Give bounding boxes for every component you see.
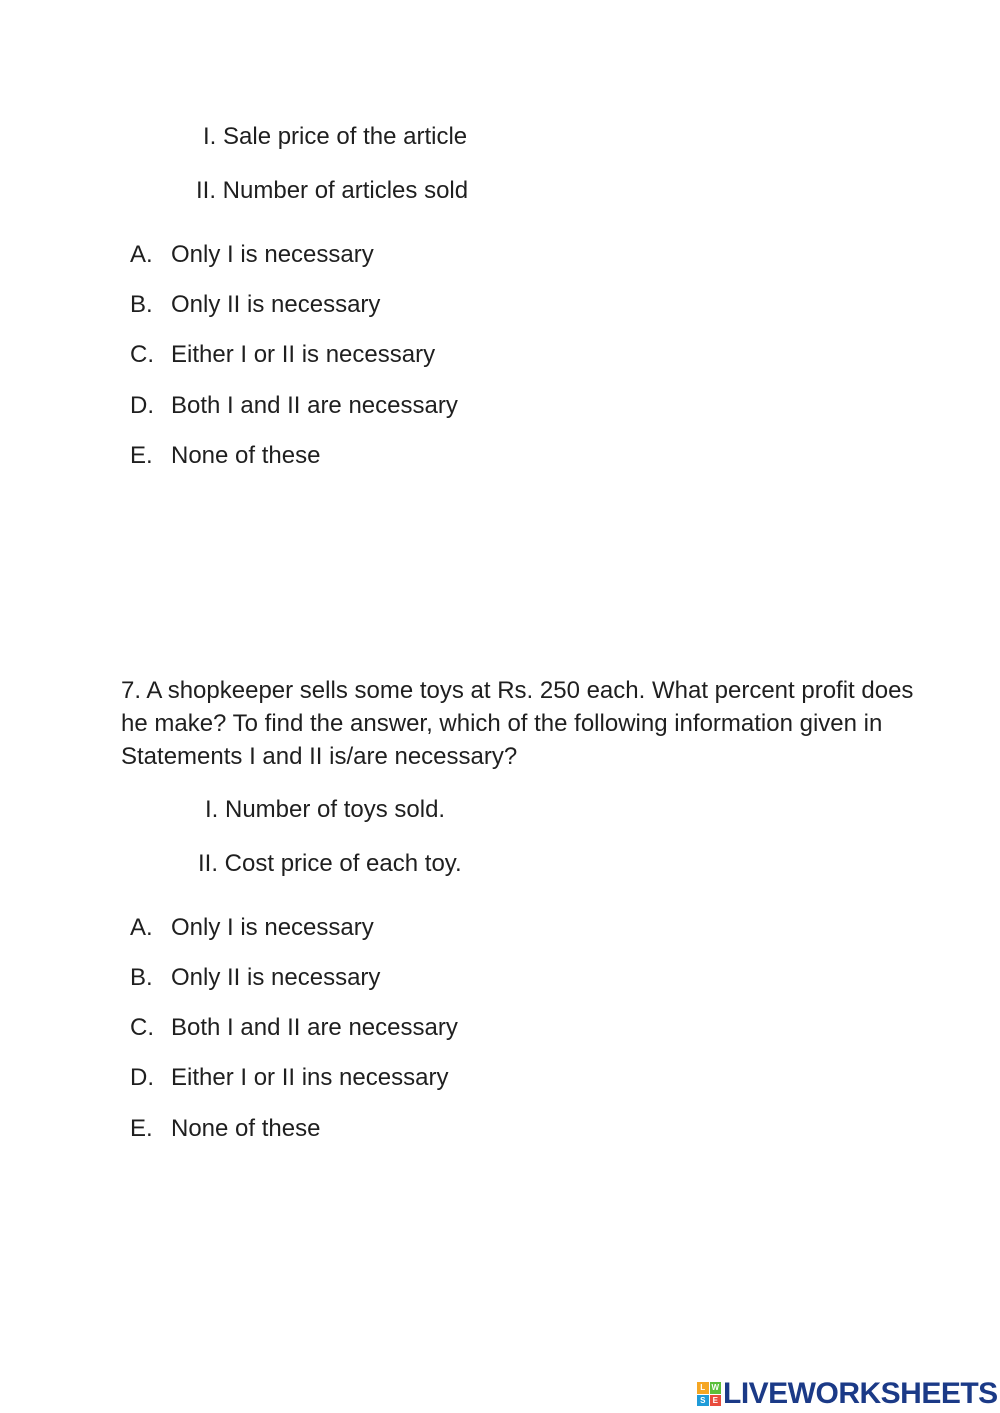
option-letter: D.	[130, 392, 154, 419]
option-text: Either I or II is necessary	[171, 341, 436, 368]
option-letter: B.	[130, 964, 153, 991]
logo-mark-icon: L W S E	[697, 1382, 721, 1406]
logo-text: LIVEWORKSHEETS	[723, 1377, 998, 1410]
statement-1: I. Number of toys sold.	[205, 796, 446, 823]
option-letter: B.	[130, 291, 153, 318]
option-letter: E.	[130, 442, 153, 469]
option-letter: A.	[130, 241, 153, 268]
statement-2: II. Cost price of each toy.	[198, 850, 462, 877]
option-text: Only II is necessary	[171, 964, 381, 991]
statement-2: II. Number of articles sold	[196, 177, 469, 204]
option-text: Either I or II ins necessary	[171, 1064, 449, 1091]
option-text: None of these	[171, 1115, 321, 1142]
option-letter: D.	[130, 1064, 154, 1091]
liveworksheets-logo	[697, 1377, 998, 1411]
option-text: Both I and II are necessary	[171, 392, 458, 419]
option-letter: A.	[130, 914, 153, 941]
option-text: Both I and II are necessary	[171, 1014, 458, 1041]
question-7-text: 7. A shopkeeper sells some toys at Rs. 250 each. What percent profit does he make? To find the answer, which of the following information given in Statements I and II is/are necessary?	[121, 677, 914, 770]
option-text: Only I is necessary	[171, 914, 374, 941]
option-text: None of these	[171, 442, 321, 469]
statement-1: I. Sale price of the article	[203, 123, 468, 150]
option-letter: C.	[130, 1014, 154, 1041]
option-text: Only I is necessary	[171, 241, 374, 268]
option-letter: C.	[130, 341, 154, 368]
option-text: Only II is necessary	[171, 291, 381, 318]
option-letter: E.	[130, 1115, 153, 1142]
